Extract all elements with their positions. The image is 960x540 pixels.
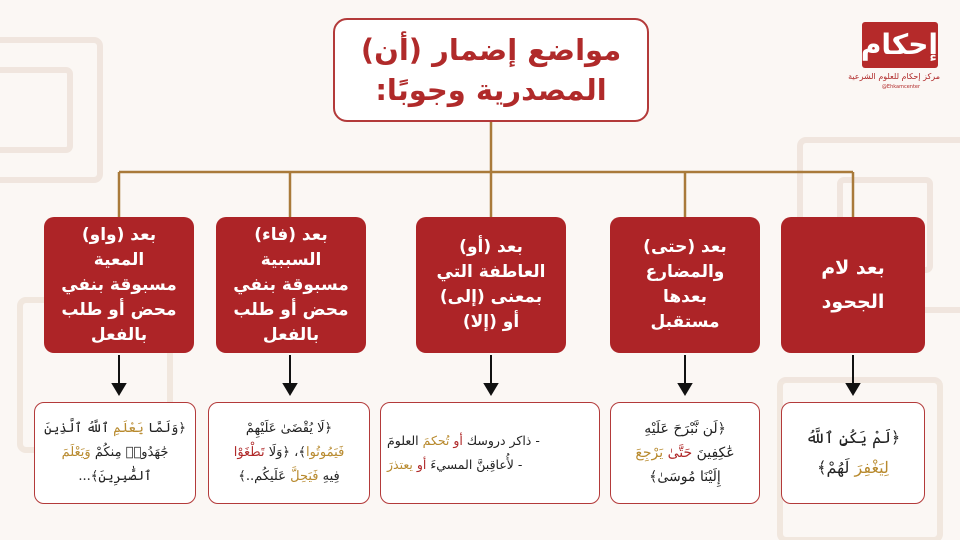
example-text: العلومَ: [387, 433, 423, 448]
logo-subtitle: مركز إحكام للعلوم الشرعية: [848, 72, 940, 81]
highlight-particle: حَتَّىٰ: [667, 445, 693, 461]
example-text: جَٰهَدُوا۟ مِنكُمْ: [90, 445, 169, 460]
category-line: والمضارع: [645, 262, 725, 282]
category-box-lam-juhud: [781, 217, 925, 353]
category-line: السببية: [260, 249, 322, 270]
category-line: بعد (حتى): [643, 237, 727, 257]
category-line: مستقبل: [650, 312, 720, 332]
example-text: - لأُعاقِبنَّ المسيءَ: [426, 457, 523, 472]
highlight-verb: وَيَعْلَمَ: [61, 445, 91, 460]
category-box-aw: [416, 217, 566, 353]
category-line: بعد (فاء): [254, 224, 328, 245]
highlight-verb: يَرْجِعَ: [635, 445, 668, 461]
category-line: محض أو طلب: [61, 299, 177, 320]
example-line: [234, 441, 345, 465]
example-text: ٱللَّهُ ٱلَّذِينَ: [44, 421, 114, 436]
example-line: [387, 429, 540, 453]
highlight-verb: فَيَحِلَّ: [290, 469, 319, 484]
example-box-waw-maiyya: [34, 402, 196, 504]
highlight-verb: فَيَمُوتُوا: [305, 445, 345, 460]
example-line: [238, 465, 339, 489]
highlight-particle: أو: [416, 457, 427, 472]
example-text: عَٰكِفِينَ: [692, 445, 735, 461]
category-line: بعد لام: [821, 257, 885, 279]
logo-handle: @Ehkamcenter: [881, 84, 921, 90]
category-box-hatta: [610, 217, 760, 353]
highlight-verb: تَطْغَوْا: [233, 445, 265, 460]
category-line: بعدها: [663, 287, 707, 307]
example-text: ﴿وَلَمَّا: [143, 421, 186, 436]
example-text: عَلَيكُم..﴾: [238, 469, 291, 484]
category-line: مسبوقة بنفي: [233, 274, 349, 295]
category-line: بعد (واو): [81, 224, 157, 245]
example-text: فِيهِ: [318, 469, 340, 484]
example-box-hatta: [610, 402, 760, 504]
example-text: - ذاكر دروسك: [462, 433, 540, 448]
category-line: الجحود: [821, 291, 885, 313]
title-line-1: مواضع إضمار (أن): [360, 33, 622, 67]
highlight-verb: لِيَغْفِرَ: [854, 458, 889, 477]
title-line-2: المصدرية وجوبًا:: [375, 73, 607, 107]
category-line: بالفعل: [90, 324, 148, 345]
example-line: ٱلصَّٰبِرِينَ﴾...: [78, 469, 152, 484]
example-line: إِلَيْنَا مُوسَىٰ﴾: [649, 469, 721, 485]
brand-logo: [848, 20, 942, 92]
diagram-title: [333, 18, 649, 122]
category-box-waw-maiyya: [44, 217, 194, 353]
example-text: ﴾، ﴿وَلَا: [264, 445, 306, 460]
example-box-lam-juhud: [781, 402, 925, 504]
category-line: المعية: [93, 249, 145, 270]
category-line: بمعنى (إلى): [439, 287, 543, 307]
example-line: ﴿لَمْ يَكُنِ ٱللَّهُ: [805, 428, 901, 447]
example-line: ﴿لَا يُقْضَىٰ عَلَيْهِمْ: [245, 421, 333, 436]
highlight-verb: يَعْلَمِ: [113, 421, 144, 436]
category-line: بعد (أو): [459, 237, 523, 257]
example-line: [635, 441, 734, 465]
logo-mark: إحكام: [862, 22, 938, 68]
highlight-verb: يعتذرَ: [387, 457, 417, 472]
category-line: أو (إلا): [462, 312, 520, 332]
highlight-verb: تُحكمَ: [422, 433, 454, 448]
category-line: محض أو طلب: [233, 299, 349, 320]
category-line: بالفعل: [262, 324, 320, 345]
example-line: ﴿لَن نَّبْرَحَ عَلَيْهِ: [644, 421, 726, 437]
category-line: مسبوقة بنفي: [61, 274, 177, 295]
example-line: [62, 441, 169, 465]
highlight-particle: أو: [453, 433, 463, 448]
category-line: العاطفة التي: [436, 262, 546, 282]
example-box-fa-sababiyya: [208, 402, 370, 504]
example-line: [44, 417, 186, 441]
example-box-aw: [380, 402, 600, 504]
example-line: [817, 453, 889, 483]
example-text: لَهُمْ﴾: [817, 458, 855, 477]
example-line: [387, 453, 522, 477]
category-box-fa-sababiyya: [216, 217, 366, 353]
